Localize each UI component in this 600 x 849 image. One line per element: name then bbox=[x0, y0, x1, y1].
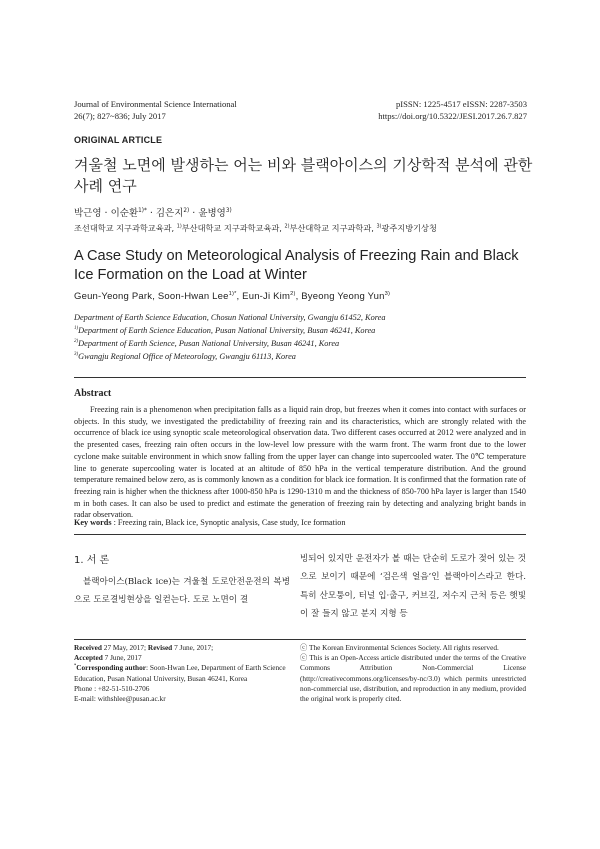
journal-issue: 26(7); 827~836; July 2017 bbox=[74, 111, 166, 121]
abstract-text: Freezing rain is a phenomenon when precipitation falls as a liquid rain drop, but freezes when it comes into contact with surfaces or objects. In this study, we investigated the predictability of freezing rain and its characteristics, which are strongly related with the occurrence of black ice using synoptic scale meteorological observation data. Two different cases occurred at 2012 were analyzed and in the presented cases, freezing rain often occurs in the low-level low pressure with the warm front. The warm front due to the lower cyclone make suitable environment in which snow falling from the upper layer can change into supercooled water. The 0℃ temperature line to generate supercooling water is located at an altitude of 850 hPa in the vertical temperature distribution. And the ground temperature remained below zero, as is commonly known as a condition for black ice formation. It is confirmed that the formation rate of freezing rain is higher when the thickness after 1000-850 hPa is 1290-1310 m and the thickness of 850-700 hPa layer is larger than 1540 m in both cases. It can also be used to predict and estimate the generation of freezing rain by detecting and analyzing bright bands in radar observation. bbox=[74, 405, 526, 520]
email[interactable]: E-mail: withshlee@pusan.ac.kr bbox=[74, 694, 166, 704]
keywords-label: Key words bbox=[74, 518, 112, 527]
article-type-label: ORIGINAL ARTICLE bbox=[74, 135, 163, 145]
korean-author: 김은지 bbox=[155, 208, 184, 219]
affiliation-line: $^{2)}$Department of Earth Science, Pusan National University, Busan 46241, Korea bbox=[74, 339, 340, 348]
korean-author: 이순환 bbox=[110, 208, 139, 219]
affiliation-line: $^{1)}$Department of Earth Science Education, Pusan National University, Busan 46241, Korea bbox=[74, 326, 376, 335]
affiliation-line: Department of Earth Science Education, Chosun National University, Gwangju 61452, Korea bbox=[74, 313, 386, 322]
copyright-notice: ⓒ The Korean Environmental Sciences Society. All rights reserved. bbox=[300, 643, 499, 652]
korean-affiliations: 조선대학교 지구과학교육과, $^{1)}$부산대학교 지구과학교육과, $^{2)}$부산대학교 지구과학과, $^{3)}$광주지방기상청 bbox=[74, 223, 437, 233]
divider bbox=[74, 534, 526, 535]
journal-header-right bbox=[378, 98, 527, 122]
english-affiliations bbox=[74, 311, 386, 363]
affiliation-line: $^{3)}$Gwangju Regional Office of Meteorology, Gwangju 61113, Korea bbox=[74, 352, 296, 361]
korean-title: 겨울철 노면에 발생하는 어는 비와 블랙아이스의 기상학적 분석에 관한 사례 연구 bbox=[74, 156, 533, 195]
footnote-left: Received 27 May, 2017; Revised 7 June, 2017; Accepted 7 June, 2017 *Corresponding author: Soon-Hwan Lee, Department of Earth Science Education, Pusan National University, Busan 46241, Korea Phone : +82-51-510-2706 E-mail: withshlee@pusan.ac.kr bbox=[74, 643, 290, 704]
author-sup: 3) bbox=[225, 207, 232, 214]
abstract-heading: Abstract bbox=[74, 388, 112, 399]
keywords bbox=[74, 518, 345, 527]
body-right-paragraph: 빙되어 있지만 운전자가 볼 때는 단순히 도로가 젖어 있는 것으로 보이기 때문에 ‘검은색 얼음’인 블랙아이스라고 한다. 특히 산모퉁이, 터널 입·출구, 커브길, 저수지 근처 등은 햇빛이 잘 들지 않고 분지 지형 등 bbox=[300, 554, 526, 619]
body-left-paragraph: 블랙아이스(Black ice)는 겨울철 도로안전운전의 복병으로 도로결빙현상을 일컫는다. 도로 노면이 결 bbox=[74, 577, 290, 606]
footnote-divider bbox=[74, 639, 526, 640]
section-heading: 1. 서 론 bbox=[74, 555, 110, 566]
korean-authors: 박근영 · 이순환$^{1)*}$ · 김은지$^{2)}$ · 윤병영$^{3)}$ bbox=[74, 207, 232, 219]
license-notice: ⓒ This is an Open-Access article distributed under the terms of the Creative Commons Attribution Non-Commercial License (http://creativecommons.org/licenses/by-nc/3.0) which permits unrestricted non-commercial use, distribution, and reproduction in any medium, provided the original work is properly cited. bbox=[300, 653, 526, 704]
author-sup: 1)* bbox=[138, 207, 147, 214]
journal-name: Journal of Environmental Science International bbox=[74, 99, 237, 109]
phone: Phone : +82-51-510-2706 bbox=[74, 683, 150, 693]
author-sup: 2) bbox=[183, 207, 190, 214]
korean-author: 윤병영 bbox=[198, 208, 226, 219]
english-title: A Case Study on Meteorological Analysis of Freezing Rain and Black Ice Formation on the Load at Winter bbox=[74, 248, 519, 283]
divider bbox=[74, 377, 526, 378]
journal-header-left bbox=[74, 98, 237, 122]
journal-doi[interactable]: https://doi.org/10.5322/JESI.2017.26.7.827 bbox=[378, 111, 527, 121]
korean-author: 박근영 bbox=[74, 208, 102, 219]
keywords-list: : Freezing rain, Black ice, Synoptic analysis, Case study, Ice formation bbox=[111, 518, 346, 527]
footnote-right bbox=[300, 643, 526, 704]
english-authors: Geun-Yeong Park, Soon-Hwan Lee$^{1)*}$, Eun-Ji Kim$^{2)}$, Byeong Yeong Yun$^{3)}$ bbox=[74, 290, 391, 302]
journal-issn: pISSN: 1225-4517 eISSN: 2287-3503 bbox=[395, 99, 527, 109]
